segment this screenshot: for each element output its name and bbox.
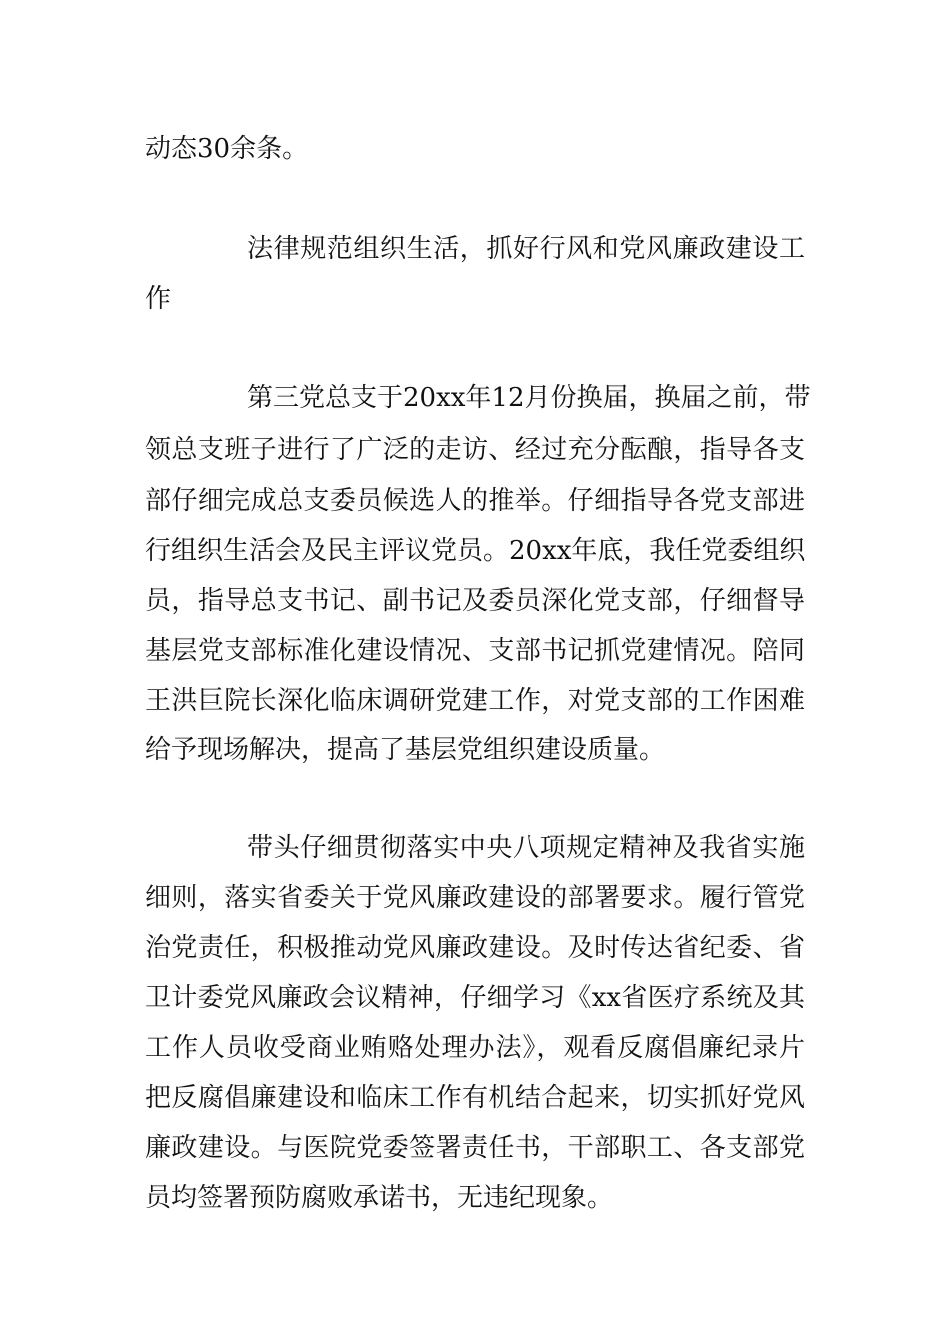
paragraph-line: 给予现场解决，提高了基层党组织建设质量。 xyxy=(145,735,666,765)
paragraph-line: 王洪巨院长深化临床调研党建工作，对党支部的工作困难 xyxy=(145,686,805,716)
section-heading-line: 作 xyxy=(145,284,172,314)
paragraph-line: 把反腐倡廉建设和临床工作有机结合起来，切实抓好党风 xyxy=(145,1083,805,1113)
paragraph-line: 员，指导总支书记、副书记及委员深化党支部，仔细督导 xyxy=(145,586,805,616)
paragraph-line: 员均签署预防腐败承诺书，无违纪现象。 xyxy=(145,1183,614,1213)
section-heading-line: 法律规范组织生活，抓好行风和党风廉政建设工 xyxy=(247,234,805,264)
text-line: 动态30余条。 xyxy=(145,134,309,164)
paragraph-line: 基层党支部标准化建设情况、支部书记抓党建情况。陪同 xyxy=(145,636,805,666)
paragraph-line: 领总支班子进行了广泛的走访、经过充分酝酿，指导各支 xyxy=(145,435,805,465)
paragraph-line: 第三党总支于20xx年12月份换届，换届之前，带 xyxy=(247,383,811,413)
paragraph-line: 行组织生活会及民主评议党员。20xx年底，我任党委组织 xyxy=(145,536,806,566)
paragraph-line: 卫计委党风廉政会议精神，仔细学习《xx省医疗系统及其 xyxy=(145,983,805,1013)
paragraph-line: 治党责任，积极推动党风廉政建设。及时传达省纪委、省 xyxy=(145,933,805,963)
paragraph-line: 工作人员收受商业贿赂处理办法》，观看反腐倡廉纪录片 xyxy=(145,1033,805,1063)
paragraph-line: 带头仔细贯彻落实中央八项规定精神及我省实施 xyxy=(247,833,805,863)
paragraph-line: 部仔细完成总支委员候选人的推举。仔细指导各党支部进 xyxy=(145,486,805,516)
paragraph-line: 细则，落实省委关于党风廉政建设的部署要求。履行管党 xyxy=(145,883,805,913)
paragraph-line: 廉政建设。与医院党委签署责任书，干部职工、各支部党 xyxy=(145,1133,805,1163)
